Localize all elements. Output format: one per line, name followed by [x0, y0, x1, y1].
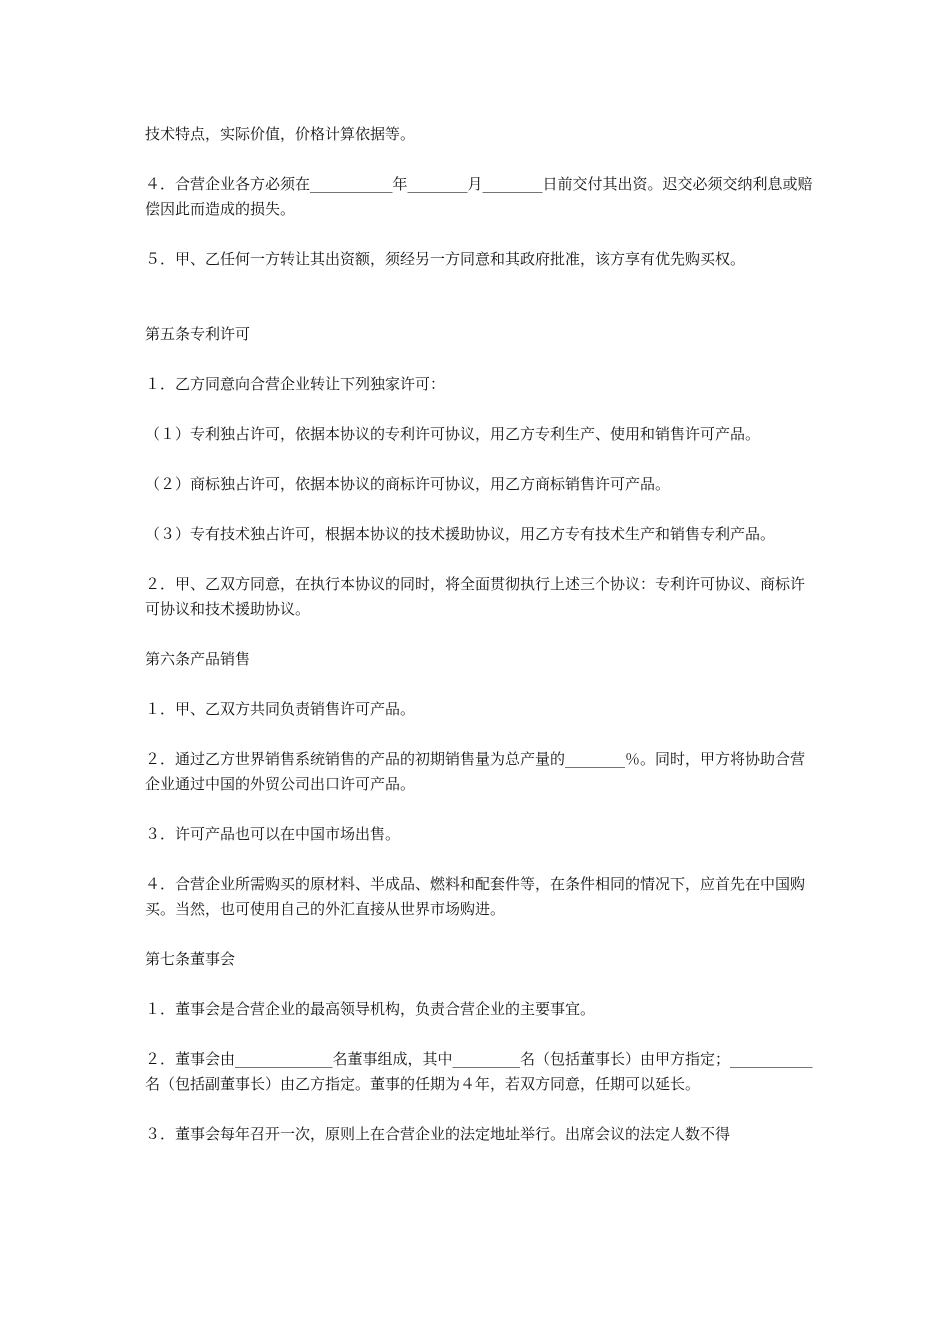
paragraph-initial-sales-volume: ２．通过乙方世界销售系统销售的产品的初期销售量为总产量的________％。同时，甲方将协助合营企业通过中国的外贸公司出口许可产品。 [145, 750, 806, 793]
paragraph-china-market: ３．许可产品也可以在中国市场出售。 [145, 825, 401, 843]
paragraph-exclusive-licenses: １．乙方同意向合营企业转让下列独家许可： [145, 375, 446, 393]
paragraph-agreements-execution: ２．甲、乙双方同意，在执行本协议的同时，将全面贯彻执行上述三个协议：专利许可协议、商标许可协议和技术援助协议。 [145, 575, 806, 618]
paragraph-tech-features: 技术特点，实际价值，价格计算依据等。 [145, 125, 416, 143]
paragraph-board-authority: １．董事会是合营企业的最高领导机构，负责合营企业的主要事宜。 [145, 1000, 596, 1018]
paragraph-knowhow-license: （３）专有技术独占许可，根据本协议的技术援助协议，用乙方专有技术生产和销售专利产品。 [145, 525, 776, 543]
paragraph-transfer-rights: ５．甲、乙任何一方转让其出资额，须经另一方同意和其政府批准，该方享有优先购买权。 [145, 250, 746, 268]
paragraph-board-composition: ２．董事会由_____________名董事组成，其中_________名（包括董事长）由甲方指定；___________名（包括副董事长）由乙方指定。董事的任期为４年，若双方同意，任期可以延长。 [145, 1050, 813, 1093]
section-heading-patent-license: 第五条专利许可 [145, 325, 251, 343]
section-heading-product-sales: 第六条产品销售 [145, 650, 251, 668]
paragraph-board-meetings: ３．董事会每年召开一次，原则上在合营企业的法定地址举行。出席会议的法定人数不得 [145, 1125, 731, 1143]
document-body [145, 122, 817, 1172]
paragraph-patent-license: （１）专利独占许可，依据本协议的专利许可协议，用乙方专利生产、使用和销售许可产品。 [145, 425, 761, 443]
section-heading-board: 第七条董事会 [145, 950, 236, 968]
paragraph-materials-purchase: ４．合营企业所需购买的原材料、半成品、燃料和配套件等，在条件相同的情况下，应首先在中国购买。当然，也可使用自己的外汇直接从世界市场购进。 [145, 875, 806, 918]
paragraph-contribution-deadline: ４．合营企业各方必须在___________年________月________日前交付其出资。迟交必须交纳利息或赔偿因此而造成的损失。 [145, 175, 813, 218]
section-gap [145, 297, 817, 322]
paragraph-joint-sales: １．甲、乙双方共同负责销售许可产品。 [145, 700, 416, 718]
paragraph-trademark-license: （２）商标独占许可，依据本协议的商标许可协议，用乙方商标销售许可产品。 [145, 475, 671, 493]
